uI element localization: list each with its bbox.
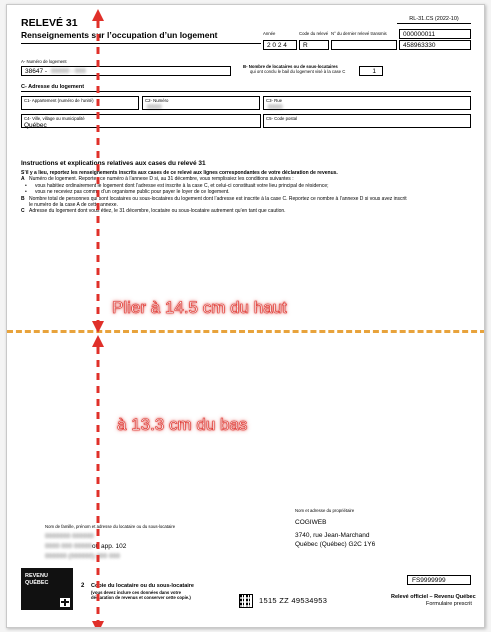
section-b-label: B- Nombre de locataires ou de sous-locataires [243,64,338,69]
locataire-city: 000000 (000000) 000 000 [45,553,120,560]
c2-label: C2- Numéro [145,98,169,103]
c2-field [142,96,260,110]
copy-number: 2 [81,583,85,589]
locataire-label: Nom de famille, prénom et adresse du locataire ou du sous-locataire [45,524,176,529]
fold-line [7,330,485,333]
copy-note-1: (vous devez inclure ces données dans votre [91,590,182,595]
c1-field [21,96,139,110]
fold-bottom-text: à 13.3 cm du bas [117,415,248,434]
dernier-releve-label: N° du dernier relevé transmis [331,31,387,36]
proprietaire-street: 3740, rue Jean-Marchand [295,532,370,539]
fold-top-text: Plier à 14.5 cm du haut [112,298,287,317]
instruction-a: A Numéro de logement. Reportez ce numéro à l’annexe D si, au 31 décembre, vous remplissiez les conditions suivantes : [21,176,294,183]
instruction-bullet: • vous ne receviez pas comme d’un organisme public pour payer le loyer de ce logement. [25,189,230,196]
form-code: RL-31.CS (2022-10) [397,16,471,24]
section-a-field [21,66,231,76]
locataire-name: 0000000 000000 [45,533,94,540]
section-a-label: A- Numéro de logement [21,59,67,64]
fs-number: FS9999999 [407,575,471,585]
dernier-releve-field [331,40,397,50]
releve-number: 000000011 [399,29,471,39]
section-a-value: 38647 - [25,68,48,75]
instruction-b: B Nombre total de personnes qui sont locataires ou sous-locataires du logement dont l’adresse est inscrite à la case C. Reportez ce nombre à l’annexe D si vous avez inscrit [21,195,407,202]
code-releve-field: R [299,40,329,50]
copy-note-2: déclaration de revenus et conserver cette copie.) [91,595,191,600]
arrow-head-middle-up [92,335,104,347]
c2-hidden: 0000 [147,104,162,111]
fleur-de-lis-icon [60,598,70,607]
barcode-number: 1515 ZZ 49534953 [259,596,328,605]
official-line-2: Formulaire prescrit [426,601,472,607]
instructions-title: Instructions et explications relatives aux cases du relevé 31 [21,160,206,167]
instructions-intro: S’il y a lieu, reportez les renseignements inscrits aux cases de ce relevé aux lignes correspondantes de votre déclaration de revenus. [21,170,338,176]
c5-label: C5- Code postal [266,116,298,121]
revenu-quebec-logo: REVENU QUÉBEC [21,568,73,610]
c3-field [263,96,471,110]
c4-value: Québec [24,122,47,129]
annee-label: Année [263,31,276,36]
c4-label: C4- Ville, village ou municipalité [24,116,85,121]
section-b-sublabel: qui ont conclu le bail du logement visé à la case C [250,69,346,74]
c3-label: C3- Rue [266,98,283,103]
copy-title: Copie du locataire ou du sous-locataire [91,583,194,589]
header-rule [21,43,261,44]
code-releve-label: Code du relevé [299,31,329,36]
arrow-head-up [92,9,104,21]
instruction-bullet: • vous habitiez ordinairement le logement dont l’adresse est inscrite à la case C, et celui-ci constituait votre lieu principal de résidence; [25,182,329,189]
instruction-b-cont: le numéro de la case A de cette annexe. [29,202,118,209]
instructions-body [21,170,471,215]
instruction-c: C Adresse du logement dont vous étiez, le 31 décembre, locataire ou sous-locataire autrement qu’en tant que caution. [21,208,286,215]
form-title: RELEVÉ 31 [21,17,78,29]
proprietaire-label: Nom et adresse du propriétaire [295,508,355,513]
arrow-head-middle-down [92,321,104,333]
section-c-title: C- Adresse du logement [21,84,85,90]
fold-arrow-icon [92,9,104,628]
c4-field [21,114,261,128]
section-b-field: 1 [359,66,383,76]
document-page [6,4,485,628]
official-line-1: Relevé officiel – Revenu Québec [391,594,476,600]
annee-field: 2 0 2 4 [263,40,297,50]
section-a-hidden: 00000 - 000 [51,68,86,75]
c1-label: C1- Appartement (numéro de l’unité) [24,98,94,103]
proprietaire-name: COGIWEB [295,519,327,526]
arrow-head-down [92,621,104,628]
proprietaire-city: Québec (Québec) G2C 1Y6 [295,541,376,548]
second-number: 458963330 [399,40,471,50]
form-subtitle: Renseignements sur l’occupation d’un logement [21,30,218,40]
locataire-address: 0000 000 00000 ot, app. 102 [45,543,127,550]
barcode-icon [239,594,253,608]
c5-field [263,114,471,128]
c3-hidden: 0000 [268,104,283,111]
section-c-rule [21,91,471,92]
